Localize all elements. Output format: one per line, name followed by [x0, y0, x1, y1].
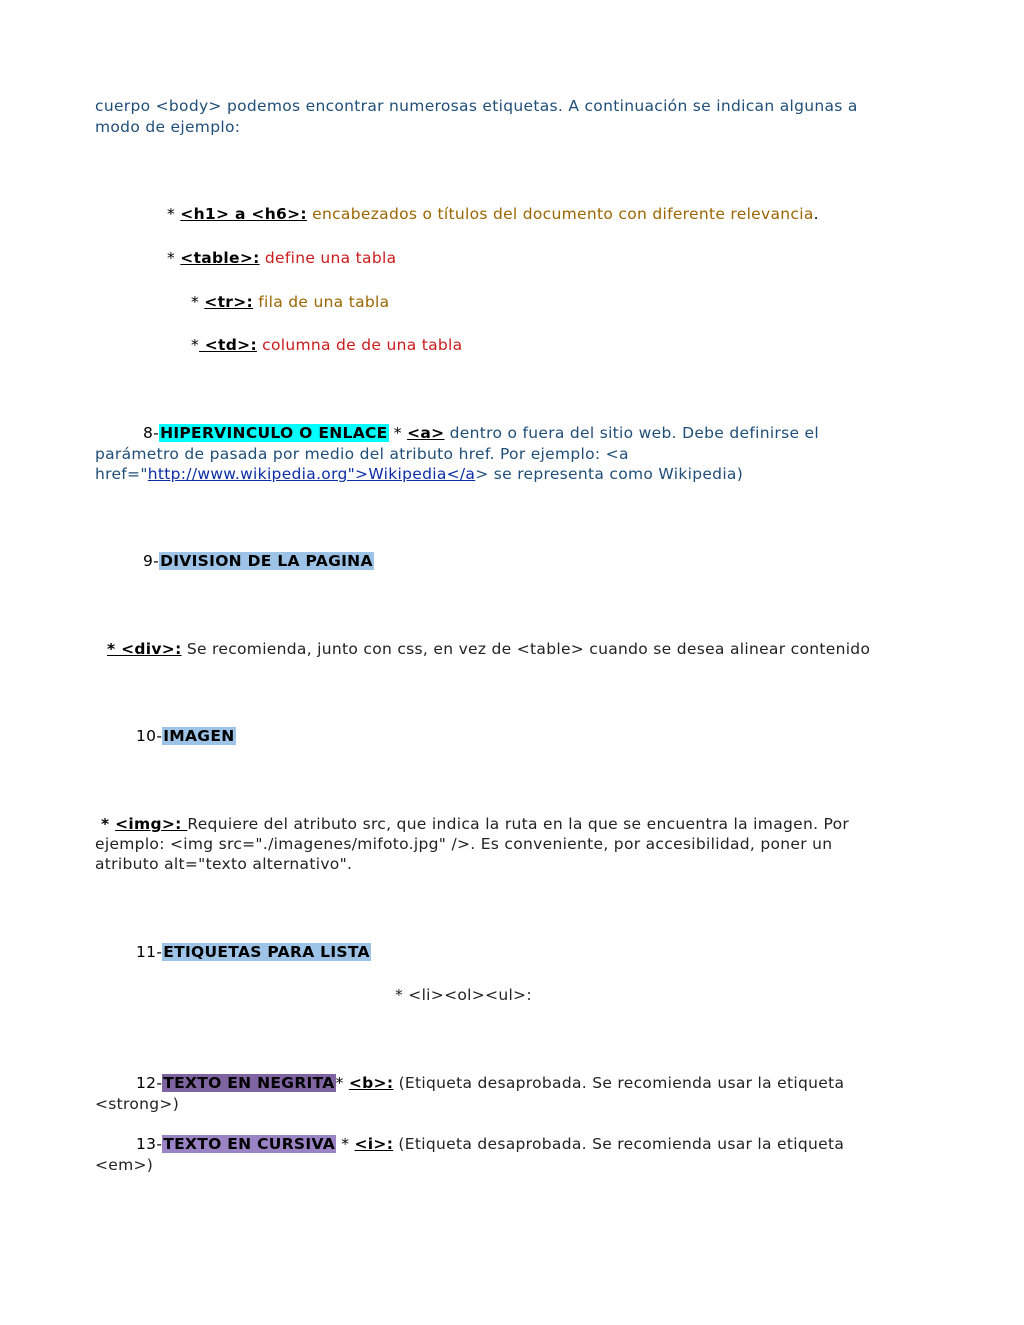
bullet: *	[191, 336, 200, 354]
section-9-div	[107, 639, 870, 659]
tag-b: <b>:	[348, 1074, 394, 1092]
bullet: *	[388, 424, 408, 442]
intro-line-2: modo de ejemplo:	[95, 118, 241, 136]
section-10-desc-2: ejemplo: <img src="./imagenes/mifoto.jpg" />. Es conveniente, por accesibilidad, poner un	[95, 835, 833, 853]
section-11-tags: * <li><ol><ul>:	[395, 986, 532, 1004]
tag-item-tr	[191, 292, 389, 312]
tag-div: * <div>:	[107, 640, 182, 658]
bullet: *	[167, 205, 181, 223]
tag-td-desc: columna de de una tabla	[256, 336, 463, 354]
section-12-desc-2: <strong>)	[95, 1095, 180, 1113]
bullet: *	[335, 1074, 349, 1092]
wikipedia-link[interactable]: http://www.wikipedia.org">Wikipedia</a	[147, 465, 476, 483]
tag-item-td	[191, 335, 462, 355]
section-title: TEXTO EN CURSIVA	[163, 1135, 335, 1153]
section-10-desc-3: atributo alt="texto alternativo".	[95, 855, 353, 873]
desc-post: > se representa como Wikipedia)	[475, 465, 744, 483]
bullet: *	[191, 293, 205, 311]
section-desc: dentro o fuera del sitio web. Debe definirse el	[444, 424, 819, 442]
i-desc-1: (Etiqueta desaprobada. Se recomienda usar la etiqueta	[393, 1135, 845, 1153]
section-title: HIPERVINCULO O ENLACE	[160, 424, 388, 442]
section-title: ETIQUETAS PARA LISTA	[163, 943, 370, 961]
section-title: TEXTO EN NEGRITA	[163, 1074, 335, 1092]
tag-item-h1	[167, 204, 819, 224]
section-title: IMAGEN	[163, 727, 235, 745]
tag-h1: <h1> a <h6>:	[180, 205, 307, 223]
bullet: *	[167, 249, 181, 267]
tag-td: <td>:	[199, 336, 257, 354]
tag-i: <i>:	[354, 1135, 394, 1153]
tag-tr-desc: fila de una tabla	[253, 293, 390, 311]
bullet: *	[101, 815, 116, 833]
tag-item-table	[167, 248, 396, 268]
tag-table-desc: define una tabla	[259, 249, 397, 267]
section-8-desc-2: parámetro de pasada por medio del atributo href. Por ejemplo: <a	[95, 445, 629, 463]
section-10-heading	[136, 726, 236, 746]
section-9-heading	[143, 551, 374, 571]
section-10-img	[101, 814, 849, 834]
section-title: DIVISION DE LA PAGINA	[160, 552, 373, 570]
period: .	[813, 205, 819, 223]
tag-img: <img>:	[115, 815, 188, 833]
tag-table: <table>:	[180, 249, 260, 267]
section-number: 13-	[136, 1135, 163, 1153]
tag-h1-desc: encabezados o títulos del documento con diferente relevancia	[306, 205, 814, 223]
desc-pre: href="	[95, 465, 148, 483]
section-number: 8-	[143, 424, 160, 442]
section-8-desc-3	[95, 464, 743, 484]
section-12-heading	[136, 1073, 844, 1093]
intro-line-1: cuerpo <body> podemos encontrar numerosas etiquetas. A continuación se indican algunas a	[95, 97, 858, 115]
section-8-heading	[143, 423, 819, 443]
section-13-heading	[136, 1134, 844, 1154]
bullet: *	[336, 1135, 355, 1153]
section-number: 10-	[136, 727, 163, 745]
section-number: 11-	[136, 943, 163, 961]
b-desc-1: (Etiqueta desaprobada. Se recomienda usar la etiqueta	[393, 1074, 845, 1092]
section-number: 9-	[143, 552, 160, 570]
div-desc: Se recomienda, junto con css, en vez de <table> cuando se desea alinear contenido	[181, 640, 871, 658]
section-13-desc-2: <em>)	[95, 1156, 154, 1174]
section-11-heading	[136, 942, 371, 962]
tag-tr: <tr>:	[204, 293, 254, 311]
img-desc-1: Requiere del atributo src, que indica la ruta en la que se encuentra la imagen. Por	[187, 815, 850, 833]
section-number: 12-	[136, 1074, 163, 1092]
tag-a: <a>	[407, 424, 445, 442]
